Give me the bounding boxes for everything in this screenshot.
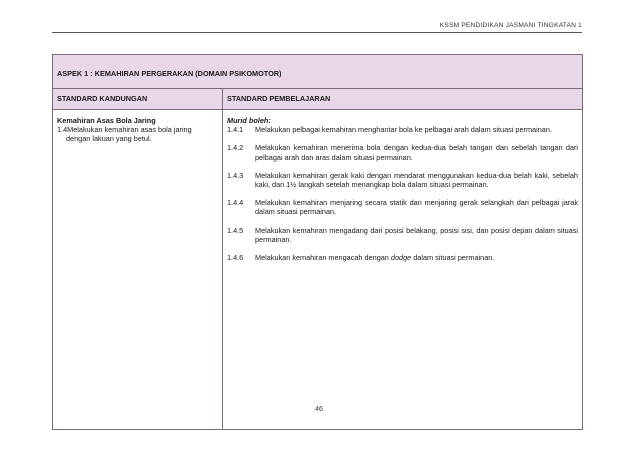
pembelajaran-item-number: 1.4.1 [227, 125, 244, 135]
pembelajaran-item-text: Melakukan kemahiran mengadang dari posisi belakang, posisi sisi, dan posisi depan dalam situasi permainan. [255, 225, 578, 244]
pembelajaran-item-text-after: dalam situasi permainan. [411, 253, 495, 263]
pembelajaran-item-number: 1.4.5 [227, 225, 244, 235]
pembelajaran-item [227, 125, 578, 134]
kandungan-item [57, 125, 218, 134]
pembelajaran-item [227, 143, 578, 161]
standard-pembelajaran-cell [223, 110, 583, 430]
pembelajaran-item-text: Melakukan pelbagai kemahiran menghantar bola ke pelbagai arah dalam situasi permainan. [255, 125, 552, 135]
header-rule [52, 32, 582, 33]
pembelajaran-item-text-before: Melakukan kemahiran mengacah dengan [255, 253, 391, 263]
pembelajaran-item [227, 253, 578, 262]
pembelajaran-item-text: Melakukan kemahiran menerima bola dengan kedua-dua belah tangan dan sebelah tangan dari pelbagai arah dan aras dalam situasi permainan. [255, 143, 578, 162]
column-header-standard-kandungan: STANDARD KANDUNGAN [53, 89, 223, 110]
pembelajaran-item [227, 226, 578, 244]
kandungan-item-text-line2: dengan lakuan yang betul. [66, 134, 152, 144]
curriculum-table [52, 54, 583, 430]
pembelajaran-item-text: Melakukan kemahiran menjaring secara statik dan menjaring gerak selangkah dari pelbagai jarak dalam situasi permainan. [255, 198, 578, 217]
aspect-title: ASPEK 1 : KEMAHIRAN PERGERAKAN (DOMAIN PSIKOMOTOR) [53, 55, 583, 89]
pembelajaran-item [227, 198, 578, 216]
pembelajaran-item-number: 1.4.3 [227, 170, 244, 180]
content-row [53, 110, 583, 430]
pembelajaran-item-text-italic: dodge [390, 253, 412, 263]
pembelajaran-item-text [255, 253, 578, 262]
standard-kandungan-cell [53, 110, 223, 430]
pembelajaran-item-number: 1.4.6 [227, 253, 244, 263]
pembelajaran-item-number: 1.4.2 [227, 143, 244, 153]
pembelajaran-item-number: 1.4.4 [227, 198, 244, 208]
aspect-row [53, 55, 583, 89]
pembelajaran-item [227, 171, 578, 189]
pembelajaran-item-text: Melakukan kemahiran gerak kaki dengan mendarat menggunakan kedua-dua belah kaki, sebelah kaki, dan 1½ langkah setelah menangkap bola dalam situasi permainan. [255, 170, 578, 190]
running-header: KSSM PENDIDIKAN JASMANI TINGKATAN 1 [439, 22, 582, 29]
page-number: 46 [315, 406, 323, 413]
kandungan-title: Kemahiran Asas Bola Jaring [57, 116, 156, 125]
pembelajaran-intro: Murid boleh: [227, 116, 271, 125]
column-header-row [53, 89, 583, 110]
kandungan-item-text-line1: Melakukan kemahiran asas bola jaring [67, 125, 192, 135]
column-header-standard-pembelajaran: STANDARD PEMBELAJARAN [223, 89, 583, 110]
kandungan-item-number: 1.4 [57, 125, 68, 135]
